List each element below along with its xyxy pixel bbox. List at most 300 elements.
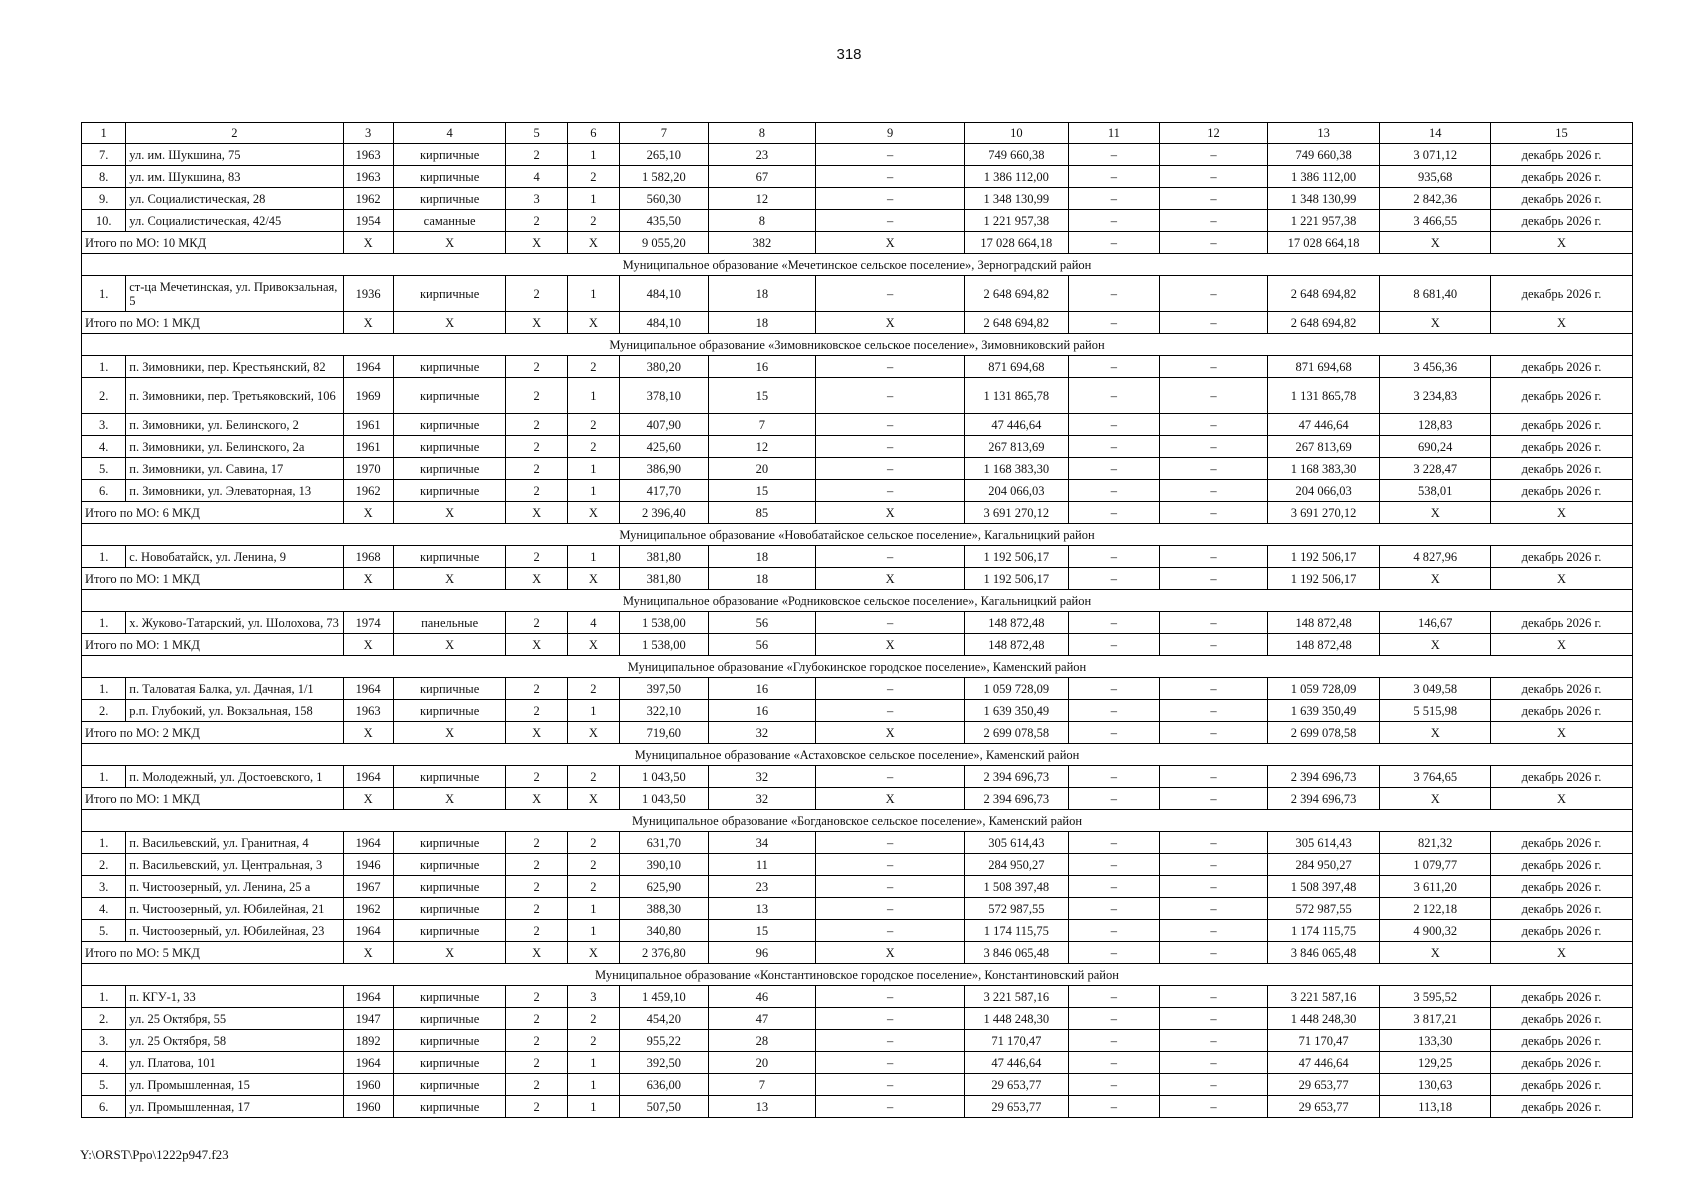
- table-cell: 265,10: [620, 144, 709, 166]
- table-cell: декабрь 2026 г.: [1491, 898, 1633, 920]
- table-row: [82, 210, 1633, 232]
- row-number-cell: 4.: [82, 898, 126, 920]
- table-cell: –: [1160, 1008, 1268, 1030]
- table-cell: 1963: [343, 700, 393, 722]
- table-cell: 2: [506, 1030, 567, 1052]
- total-cell: X: [567, 232, 619, 254]
- table-cell: 3 071,12: [1380, 144, 1491, 166]
- table-cell: 1964: [343, 832, 393, 854]
- total-cell: –: [1068, 568, 1160, 590]
- table-row: [82, 898, 1633, 920]
- table-cell: 3 234,83: [1380, 378, 1491, 414]
- table-cell: 71 170,47: [1267, 1030, 1380, 1052]
- table-cell: 2: [506, 854, 567, 876]
- table-cell: 2: [567, 766, 619, 788]
- column-header: 12: [1160, 123, 1268, 144]
- table-cell: –: [1068, 356, 1160, 378]
- total-label: Итого по МО: 10 МКД: [82, 232, 344, 254]
- table-cell: –: [1160, 1074, 1268, 1096]
- table-cell: 2: [567, 876, 619, 898]
- table-row: [82, 1030, 1633, 1052]
- address-cell: ул. Социалистическая, 28: [126, 188, 343, 210]
- address-cell: п. Чистоозерный, ул. Ленина, 25 а: [126, 876, 343, 898]
- table-cell: 2: [506, 210, 567, 232]
- table-cell: 1960: [343, 1074, 393, 1096]
- row-number-cell: 1.: [82, 678, 126, 700]
- table-cell: 2: [567, 678, 619, 700]
- table-cell: 1961: [343, 414, 393, 436]
- table-cell: –: [816, 1008, 965, 1030]
- total-cell: 18: [708, 568, 816, 590]
- table-cell: 29 653,77: [965, 1096, 1069, 1118]
- table-cell: –: [816, 1052, 965, 1074]
- table-cell: 625,90: [620, 876, 709, 898]
- table-cell: кирпичные: [393, 854, 506, 876]
- table-cell: 4 827,96: [1380, 546, 1491, 568]
- table-cell: 2 648 694,82: [965, 276, 1069, 312]
- total-cell: 148 872,48: [1267, 634, 1380, 656]
- table-cell: –: [1068, 436, 1160, 458]
- table-cell: 1 348 130,99: [1267, 188, 1380, 210]
- table-cell: –: [816, 876, 965, 898]
- total-cell: X: [1380, 722, 1491, 744]
- table-cell: –: [816, 1074, 965, 1096]
- table-cell: –: [1160, 876, 1268, 898]
- table-cell: –: [816, 1096, 965, 1118]
- column-header: 5: [506, 123, 567, 144]
- table-cell: 47 446,64: [1267, 1052, 1380, 1074]
- table-row: [82, 1052, 1633, 1074]
- table-cell: кирпичные: [393, 188, 506, 210]
- total-cell: –: [1068, 788, 1160, 810]
- row-number-cell: 2.: [82, 378, 126, 414]
- table-cell: декабрь 2026 г.: [1491, 1074, 1633, 1096]
- address-cell: п. Зимовники, ул. Белинского, 2: [126, 414, 343, 436]
- total-cell: X: [567, 502, 619, 524]
- table-cell: 435,50: [620, 210, 709, 232]
- table-row: [82, 1074, 1633, 1096]
- total-cell: X: [506, 634, 567, 656]
- section-heading-row: [82, 810, 1633, 832]
- column-header: 10: [965, 123, 1069, 144]
- table-cell: –: [1068, 414, 1160, 436]
- table-cell: –: [816, 854, 965, 876]
- total-cell: X: [343, 788, 393, 810]
- address-cell: п. Васильевский, ул. Центральная, 3: [126, 854, 343, 876]
- total-row: [82, 788, 1633, 810]
- total-cell: X: [506, 232, 567, 254]
- table-cell: 381,80: [620, 546, 709, 568]
- address-cell: ст-ца Мечетинская, ул. Привокзальная, 5: [126, 276, 343, 312]
- section-heading-row: [82, 524, 1633, 546]
- table-cell: кирпичные: [393, 898, 506, 920]
- table-cell: –: [1160, 480, 1268, 502]
- total-row: [82, 568, 1633, 590]
- total-cell: X: [343, 232, 393, 254]
- column-header: 3: [343, 123, 393, 144]
- table-row: [82, 986, 1633, 1008]
- section-heading-row: [82, 656, 1633, 678]
- table-cell: 2: [506, 1074, 567, 1096]
- row-number-cell: 4.: [82, 1052, 126, 1074]
- table-cell: декабрь 2026 г.: [1491, 458, 1633, 480]
- table-cell: кирпичные: [393, 480, 506, 502]
- table-cell: 380,20: [620, 356, 709, 378]
- total-cell: 3 691 270,12: [965, 502, 1069, 524]
- total-cell: –: [1160, 232, 1268, 254]
- table-cell: 1 192 506,17: [965, 546, 1069, 568]
- table-cell: 56: [708, 612, 816, 634]
- table-cell: 2: [567, 854, 619, 876]
- address-cell: ул. 25 Октября, 58: [126, 1030, 343, 1052]
- table-cell: –: [1160, 356, 1268, 378]
- table-cell: 11: [708, 854, 816, 876]
- table-cell: 1969: [343, 378, 393, 414]
- table-cell: 1960: [343, 1096, 393, 1118]
- table-cell: кирпичные: [393, 1052, 506, 1074]
- table-cell: 1: [567, 898, 619, 920]
- section-heading-row: [82, 334, 1633, 356]
- row-number-cell: 1.: [82, 766, 126, 788]
- table-cell: 417,70: [620, 480, 709, 502]
- table-cell: –: [1068, 766, 1160, 788]
- table-cell: 1892: [343, 1030, 393, 1052]
- row-number-cell: 2.: [82, 854, 126, 876]
- row-number-cell: 3.: [82, 414, 126, 436]
- total-cell: 1 538,00: [620, 634, 709, 656]
- table-cell: 1 448 248,30: [965, 1008, 1069, 1030]
- table-cell: декабрь 2026 г.: [1491, 876, 1633, 898]
- table-cell: 71 170,47: [965, 1030, 1069, 1052]
- table-cell: 1 639 350,49: [965, 700, 1069, 722]
- municipality-name: Муниципальное образование «Астаховское сельское поселение», Каменский район: [82, 744, 1633, 766]
- total-cell: –: [1160, 502, 1268, 524]
- table-cell: 1962: [343, 188, 393, 210]
- total-cell: X: [393, 312, 506, 334]
- table-cell: 1 131 865,78: [1267, 378, 1380, 414]
- table-cell: 18: [708, 546, 816, 568]
- total-cell: X: [343, 942, 393, 964]
- table-cell: кирпичные: [393, 414, 506, 436]
- table-cell: 1 459,10: [620, 986, 709, 1008]
- table-cell: –: [1160, 276, 1268, 312]
- table-cell: 2: [567, 356, 619, 378]
- total-cell: 17 028 664,18: [965, 232, 1069, 254]
- table-row: [82, 612, 1633, 634]
- table-row: [82, 276, 1633, 312]
- table-cell: 1936: [343, 276, 393, 312]
- table-cell: –: [816, 166, 965, 188]
- table-cell: 4: [506, 166, 567, 188]
- table-cell: 12: [708, 436, 816, 458]
- address-cell: п. Васильевский, ул. Гранитная, 4: [126, 832, 343, 854]
- table-cell: 1: [567, 378, 619, 414]
- address-cell: ул. Промышленная, 15: [126, 1074, 343, 1096]
- total-cell: X: [393, 942, 506, 964]
- total-cell: X: [393, 232, 506, 254]
- row-number-cell: 10.: [82, 210, 126, 232]
- table-cell: –: [1068, 920, 1160, 942]
- table-cell: 47: [708, 1008, 816, 1030]
- total-cell: 381,80: [620, 568, 709, 590]
- table-cell: 1: [567, 144, 619, 166]
- table-cell: –: [1068, 678, 1160, 700]
- table-row: [82, 480, 1633, 502]
- total-cell: –: [1068, 232, 1160, 254]
- table-cell: 636,00: [620, 1074, 709, 1096]
- table-cell: 2: [506, 356, 567, 378]
- total-row: [82, 232, 1633, 254]
- table-cell: 3 595,52: [1380, 986, 1491, 1008]
- address-cell: ул. Промышленная, 17: [126, 1096, 343, 1118]
- table-cell: 2: [567, 166, 619, 188]
- housing-registry-table: [81, 122, 1633, 1118]
- table-cell: кирпичные: [393, 144, 506, 166]
- table-cell: 3 456,36: [1380, 356, 1491, 378]
- table-cell: 1: [567, 546, 619, 568]
- total-cell: 96: [708, 942, 816, 964]
- total-cell: –: [1160, 722, 1268, 744]
- table-cell: 2 122,18: [1380, 898, 1491, 920]
- table-cell: 2 648 694,82: [1267, 276, 1380, 312]
- table-cell: 8: [708, 210, 816, 232]
- table-cell: 1946: [343, 854, 393, 876]
- table-cell: 284 950,27: [965, 854, 1069, 876]
- total-label: Итого по МО: 2 МКД: [82, 722, 344, 744]
- row-number-cell: 2.: [82, 1008, 126, 1030]
- table-cell: декабрь 2026 г.: [1491, 480, 1633, 502]
- table-cell: 1968: [343, 546, 393, 568]
- table-row: [82, 854, 1633, 876]
- table-cell: 1 059 728,09: [965, 678, 1069, 700]
- address-cell: ул. Социалистическая, 42/45: [126, 210, 343, 232]
- total-cell: X: [343, 502, 393, 524]
- table-cell: 1 538,00: [620, 612, 709, 634]
- table-row: [82, 1008, 1633, 1030]
- table-cell: 407,90: [620, 414, 709, 436]
- table-cell: 2: [506, 436, 567, 458]
- address-cell: ул. Платова, 101: [126, 1052, 343, 1074]
- row-number-cell: 6.: [82, 480, 126, 502]
- address-cell: ул. им. Шукшина, 75: [126, 144, 343, 166]
- table-cell: 1 582,20: [620, 166, 709, 188]
- column-header: 15: [1491, 123, 1633, 144]
- row-number-cell: 8.: [82, 166, 126, 188]
- row-number-cell: 3.: [82, 876, 126, 898]
- table-cell: –: [816, 210, 965, 232]
- table-cell: –: [816, 766, 965, 788]
- total-cell: X: [567, 568, 619, 590]
- page-number: 318: [836, 46, 862, 63]
- total-cell: 2 376,80: [620, 942, 709, 964]
- table-cell: 2: [567, 1008, 619, 1030]
- table-cell: 2: [506, 378, 567, 414]
- table-cell: 3 221 587,16: [1267, 986, 1380, 1008]
- table-cell: 1: [567, 1096, 619, 1118]
- total-cell: X: [343, 634, 393, 656]
- table-cell: 1964: [343, 766, 393, 788]
- table-cell: декабрь 2026 г.: [1491, 436, 1633, 458]
- total-label: Итого по МО: 1 МКД: [82, 634, 344, 656]
- table-cell: 1 079,77: [1380, 854, 1491, 876]
- table-cell: кирпичные: [393, 920, 506, 942]
- column-header: 8: [708, 123, 816, 144]
- table-cell: 2: [506, 876, 567, 898]
- total-cell: –: [1068, 502, 1160, 524]
- table-cell: 15: [708, 920, 816, 942]
- table-cell: 15: [708, 378, 816, 414]
- total-cell: X: [1380, 232, 1491, 254]
- table-cell: –: [1160, 1030, 1268, 1052]
- table-cell: кирпичные: [393, 276, 506, 312]
- table-cell: декабрь 2026 г.: [1491, 414, 1633, 436]
- table-cell: 305 614,43: [1267, 832, 1380, 854]
- table-cell: 3 049,58: [1380, 678, 1491, 700]
- address-cell: п. Зимовники, ул. Элеваторная, 13: [126, 480, 343, 502]
- table-cell: 690,24: [1380, 436, 1491, 458]
- table-cell: кирпичные: [393, 378, 506, 414]
- table-cell: –: [816, 898, 965, 920]
- table-cell: 23: [708, 144, 816, 166]
- table-cell: 47 446,64: [965, 414, 1069, 436]
- table-cell: декабрь 2026 г.: [1491, 378, 1633, 414]
- table-cell: –: [1068, 378, 1160, 414]
- table-cell: кирпичные: [393, 678, 506, 700]
- table-cell: 1: [567, 1052, 619, 1074]
- total-cell: 719,60: [620, 722, 709, 744]
- table-cell: 146,67: [1380, 612, 1491, 634]
- table-row: [82, 144, 1633, 166]
- table-cell: 2: [506, 276, 567, 312]
- total-cell: 3 846 065,48: [1267, 942, 1380, 964]
- table-cell: 1 174 115,75: [1267, 920, 1380, 942]
- total-cell: X: [1491, 232, 1633, 254]
- table-cell: 1 386 112,00: [965, 166, 1069, 188]
- table-cell: декабрь 2026 г.: [1491, 356, 1633, 378]
- total-cell: 2 648 694,82: [1267, 312, 1380, 334]
- total-row: [82, 722, 1633, 744]
- table-cell: 18: [708, 276, 816, 312]
- total-cell: –: [1068, 942, 1160, 964]
- table-cell: 871 694,68: [965, 356, 1069, 378]
- table-cell: декабрь 2026 г.: [1491, 1052, 1633, 1074]
- table-cell: 749 660,38: [1267, 144, 1380, 166]
- table-cell: –: [1068, 1096, 1160, 1118]
- table-cell: –: [1160, 678, 1268, 700]
- total-cell: 56: [708, 634, 816, 656]
- table-cell: 1 508 397,48: [1267, 876, 1380, 898]
- table-cell: декабрь 2026 г.: [1491, 166, 1633, 188]
- table-row: [82, 414, 1633, 436]
- table-cell: –: [816, 356, 965, 378]
- table-cell: 3 466,55: [1380, 210, 1491, 232]
- table-cell: –: [816, 414, 965, 436]
- table-cell: 2: [567, 832, 619, 854]
- table-cell: кирпичные: [393, 700, 506, 722]
- table-cell: 3: [567, 986, 619, 1008]
- table-row: [82, 166, 1633, 188]
- table-cell: декабрь 2026 г.: [1491, 678, 1633, 700]
- table-cell: 129,25: [1380, 1052, 1491, 1074]
- table-row: [82, 832, 1633, 854]
- total-cell: –: [1160, 788, 1268, 810]
- row-number-cell: 1.: [82, 356, 126, 378]
- table-cell: –: [1160, 766, 1268, 788]
- total-row: [82, 502, 1633, 524]
- total-cell: X: [393, 722, 506, 744]
- table-cell: 1 386 112,00: [1267, 166, 1380, 188]
- table-cell: 1 508 397,48: [965, 876, 1069, 898]
- address-cell: ул. 25 Октября, 55: [126, 1008, 343, 1030]
- table-cell: 267 813,69: [965, 436, 1069, 458]
- total-cell: 148 872,48: [965, 634, 1069, 656]
- table-cell: 2: [567, 414, 619, 436]
- table-cell: 4 900,32: [1380, 920, 1491, 942]
- table-cell: –: [1068, 210, 1160, 232]
- total-cell: X: [1491, 502, 1633, 524]
- table-cell: –: [816, 276, 965, 312]
- table-header: [82, 123, 1633, 144]
- total-cell: X: [506, 568, 567, 590]
- table-cell: 3: [506, 188, 567, 210]
- table-cell: 2: [506, 766, 567, 788]
- total-cell: X: [816, 312, 965, 334]
- address-cell: п. Чистоозерный, ул. Юбилейная, 23: [126, 920, 343, 942]
- total-cell: –: [1160, 942, 1268, 964]
- table-cell: декабрь 2026 г.: [1491, 986, 1633, 1008]
- table-cell: 47 446,64: [1267, 414, 1380, 436]
- column-number-row: [82, 123, 1633, 144]
- table-cell: 7: [708, 1074, 816, 1096]
- total-cell: 2 699 078,58: [1267, 722, 1380, 744]
- table-cell: 4: [567, 612, 619, 634]
- total-cell: X: [1380, 942, 1491, 964]
- total-cell: 2 394 696,73: [1267, 788, 1380, 810]
- total-cell: X: [816, 788, 965, 810]
- table-cell: 1962: [343, 480, 393, 502]
- total-cell: –: [1160, 634, 1268, 656]
- total-cell: X: [1380, 634, 1491, 656]
- table-cell: кирпичные: [393, 356, 506, 378]
- total-cell: –: [1160, 568, 1268, 590]
- total-cell: –: [1160, 312, 1268, 334]
- column-header: 1: [82, 123, 126, 144]
- table-cell: 1 221 957,38: [1267, 210, 1380, 232]
- table-cell: 390,10: [620, 854, 709, 876]
- table-cell: декабрь 2026 г.: [1491, 276, 1633, 312]
- table-cell: –: [816, 436, 965, 458]
- table-cell: 484,10: [620, 276, 709, 312]
- address-cell: п. Зимовники, ул. Белинского, 2а: [126, 436, 343, 458]
- table-cell: 1954: [343, 210, 393, 232]
- table-cell: 133,30: [1380, 1030, 1491, 1052]
- municipality-name: Муниципальное образование «Богдановское сельское поселение», Каменский район: [82, 810, 1633, 832]
- table-cell: 1 043,50: [620, 766, 709, 788]
- table-cell: 1 168 383,30: [965, 458, 1069, 480]
- total-cell: X: [567, 722, 619, 744]
- total-cell: X: [567, 788, 619, 810]
- total-cell: X: [816, 722, 965, 744]
- total-cell: X: [1491, 634, 1633, 656]
- table-cell: 749 660,38: [965, 144, 1069, 166]
- table-cell: –: [1068, 1030, 1160, 1052]
- total-row: [82, 942, 1633, 964]
- table-cell: 1: [567, 1074, 619, 1096]
- table-cell: 2: [506, 898, 567, 920]
- table-cell: 148 872,48: [1267, 612, 1380, 634]
- column-header: 13: [1267, 123, 1380, 144]
- table-cell: 572 987,55: [1267, 898, 1380, 920]
